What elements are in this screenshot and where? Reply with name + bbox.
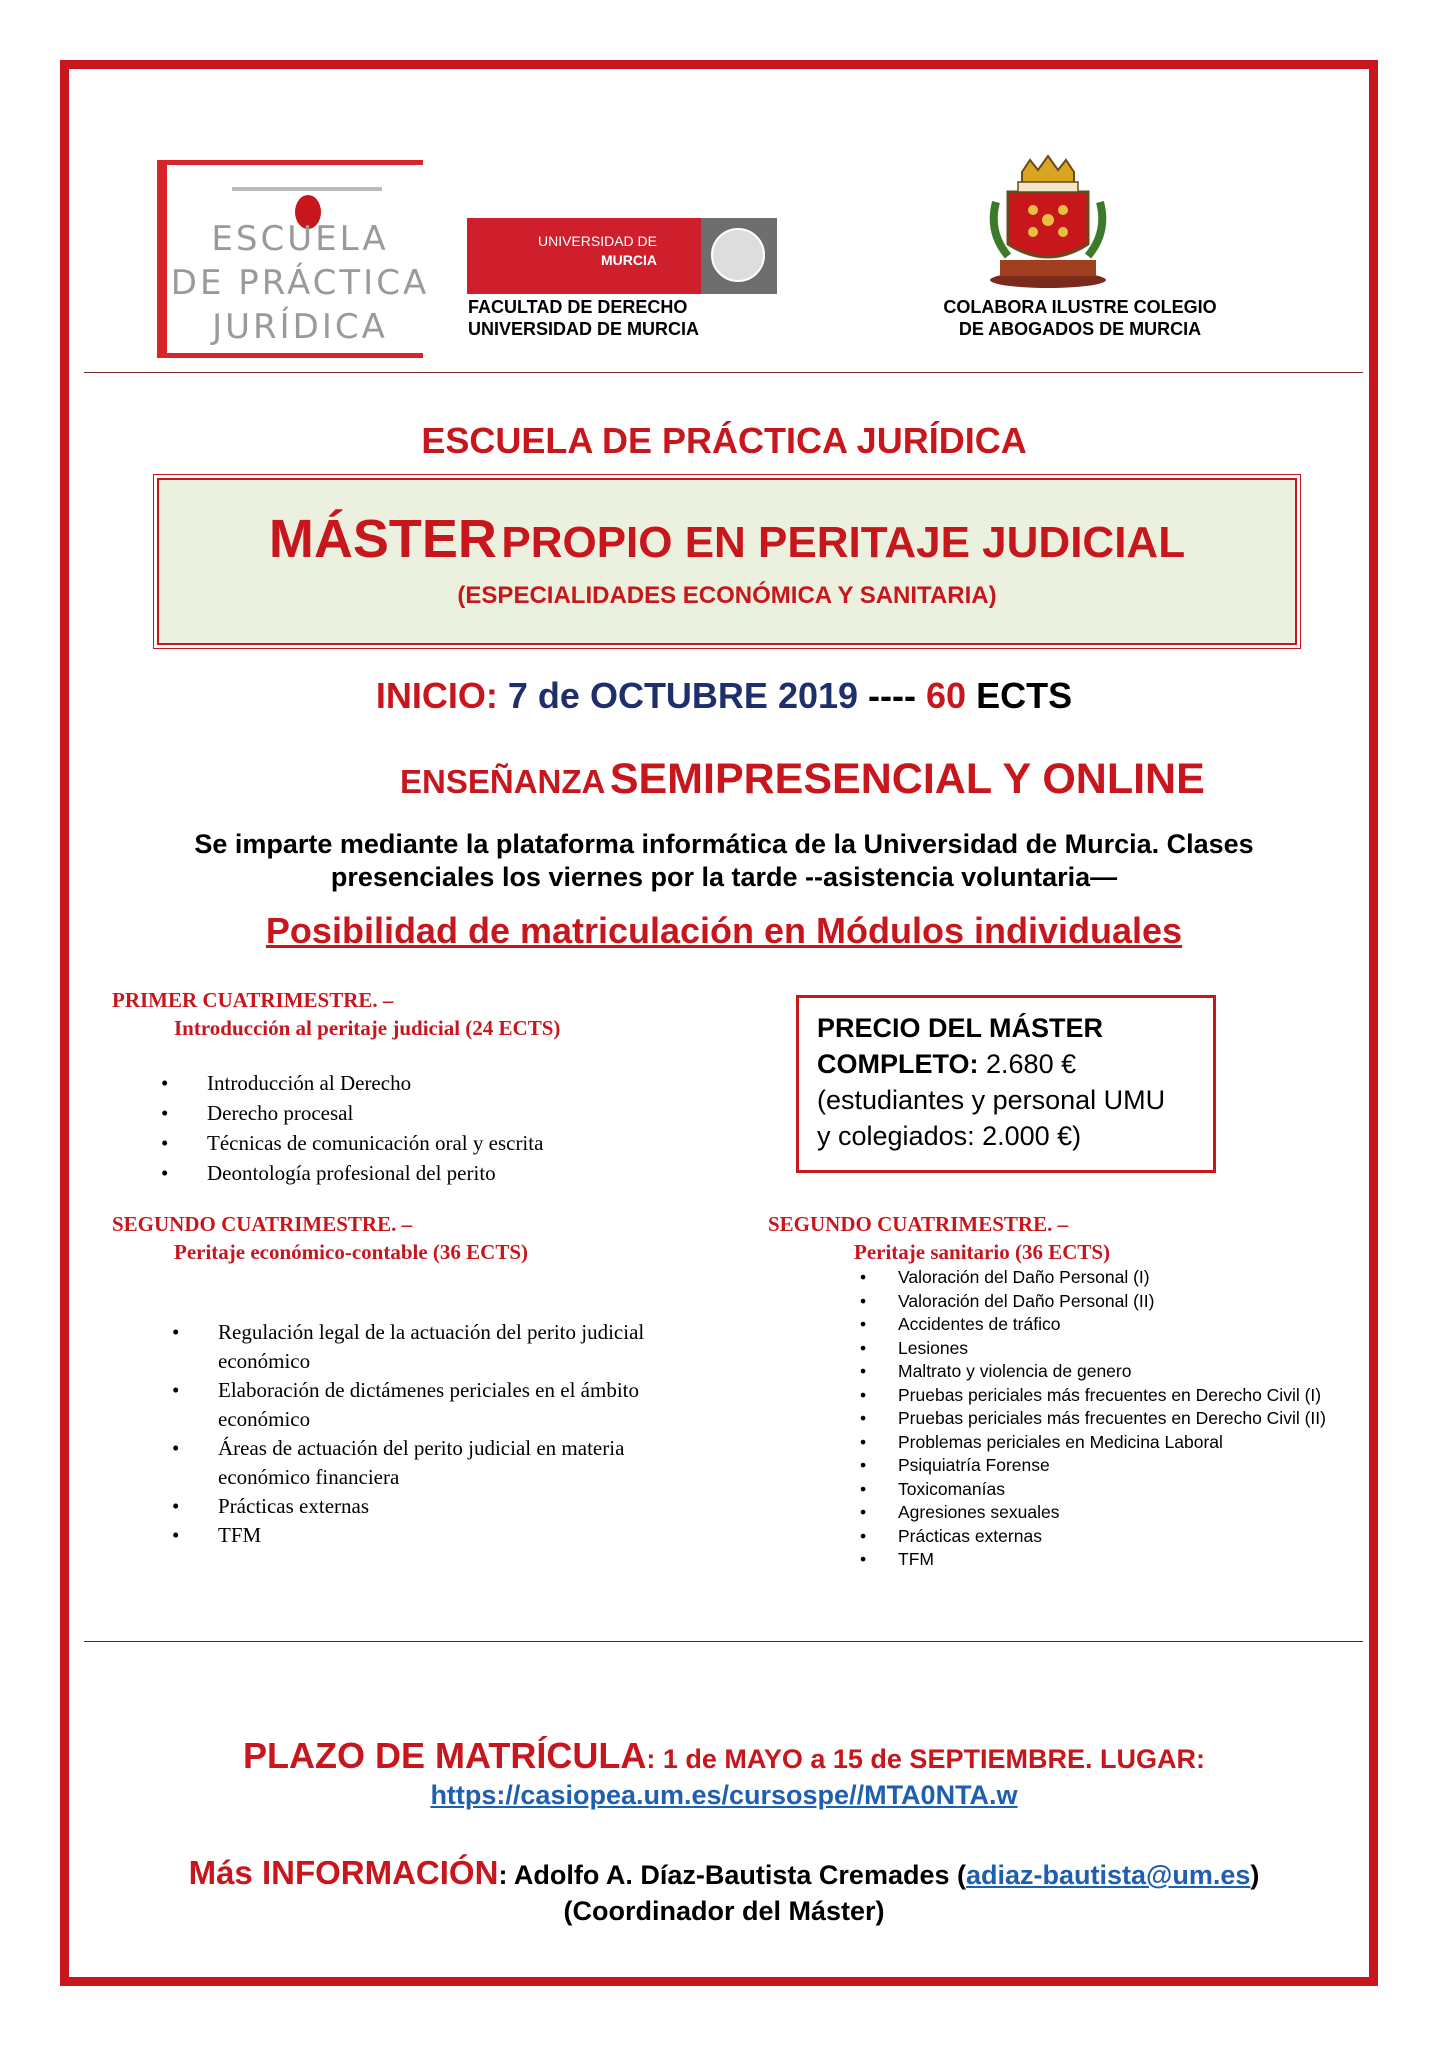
list-item: • Áreas de actuación del perito judicial en materia económico financiera	[172, 1436, 625, 1489]
teaching-mode	[400, 755, 1205, 804]
list-item: • Psiquiatría Forense	[860, 1455, 1050, 1475]
list-item: • Toxicomanías	[860, 1478, 1005, 1499]
price-label: COMPLETO:	[817, 1049, 979, 1079]
ensenanza-label: ENSEÑANZA	[400, 763, 606, 800]
inicio-credits: 60	[926, 675, 967, 716]
list-item: • Deontología profesional del perito	[161, 1161, 496, 1185]
more-info	[0, 1854, 1448, 1892]
colegio-line1: COLABORA ILUSTRE COLEGIO	[943, 297, 1217, 317]
price-box	[796, 995, 1216, 1173]
sem2-sanitary-subheading: Peritaje sanitario (36 ECTS)	[854, 1240, 1111, 1264]
sem1-list	[161, 1068, 544, 1188]
um-seal-icon	[711, 228, 765, 282]
list-item: • Valoración del Daño Personal (I)	[860, 1267, 1150, 1287]
coordinator-role: (Coordinador del Máster)	[563, 1896, 885, 1926]
list-item: • Introducción al Derecho	[161, 1071, 412, 1095]
list-item: • Agresiones sexuales	[860, 1502, 1060, 1522]
list-item: • Elaboración de dictámenes periciales en el ámbito económico	[172, 1378, 639, 1431]
list-item: • Valoración del Daño Personal (II)	[860, 1290, 1155, 1311]
logo-escuela-line3: JURÍDICA	[212, 307, 388, 347]
logo-escuela-line2: DE PRÁCTICA	[170, 263, 430, 303]
price-amount: 2.680 €	[986, 1049, 1077, 1079]
sem2-economic-subheading: Peritaje económico-contable (36 ECTS)	[174, 1240, 528, 1264]
email-link[interactable]: adiaz-bautista@um.es	[966, 1860, 1251, 1890]
info-text: : Adolfo A. Díaz-Bautista Cremades (	[498, 1860, 966, 1890]
list-item: • Prácticas externas	[172, 1494, 370, 1518]
list-item: • Accidentes de tráfico	[860, 1314, 1061, 1334]
list-item: • Pruebas periciales más frecuentes en Derecho Civil (II)	[860, 1408, 1326, 1428]
master-title	[157, 508, 1297, 570]
inicio-date: 7 de OCTUBRE 2019	[507, 675, 859, 716]
sem2-economic-heading: SEGUNDO CUATRIMESTRE. –	[112, 1212, 413, 1236]
list-item: • Derecho procesal	[161, 1101, 354, 1125]
colegio-abogados-crest-icon	[978, 152, 1118, 290]
facultad-caption	[468, 296, 728, 340]
platform-line1: Se imparte mediante la plataforma informática de la Universidad de Murcia. Clases	[194, 829, 1254, 859]
inicio-label: INICIO:	[375, 675, 498, 716]
sem2-sanitary-heading: SEGUNDO CUATRIMESTRE. –	[768, 1212, 1069, 1236]
sem2-sanitary-list	[860, 1266, 1358, 1572]
ensenanza-mode: SEMIPRESENCIAL Y ONLINE	[609, 755, 1205, 803]
footer-divider	[84, 1641, 1363, 1642]
platform-description	[140, 828, 1308, 894]
list-item: • TFM	[172, 1523, 262, 1547]
list-item: • Lesiones	[860, 1337, 969, 1358]
universidad-murcia-logo	[467, 218, 777, 294]
plazo-label: PLAZO DE MATRÍCULA	[243, 1735, 647, 1776]
facultad-line1: FACULTAD DE DERECHO	[468, 297, 688, 317]
platform-line2: presenciales los viernes por la tarde --asistencia voluntaria—	[330, 862, 1118, 892]
enrollment-period	[0, 1735, 1448, 1777]
modules-note: Posibilidad de matriculación en Módulos individuales	[265, 910, 1183, 951]
info-close-paren: )	[1250, 1860, 1260, 1890]
facultad-line2: UNIVERSIDAD DE MURCIA	[468, 319, 700, 339]
school-title: ESCUELA DE PRÁCTICA JURÍDICA	[421, 420, 1027, 461]
colegio-line2: DE ABOGADOS DE MURCIA	[958, 319, 1202, 339]
escuela-practica-juridica-logo	[157, 160, 430, 358]
inicio-unit: ECTS	[976, 675, 1073, 716]
list-item: • Regulación legal de la actuación del perito judicial económico	[172, 1320, 645, 1373]
price-line4: y colegiados: 2.000 €)	[817, 1121, 1082, 1151]
start-date-line	[0, 675, 1448, 717]
header-divider	[84, 372, 1363, 373]
list-item: • Maltrato y violencia de genero	[860, 1361, 1132, 1381]
sem2-economic-list	[172, 1318, 658, 1550]
sem1-heading: PRIMER CUATRIMESTRE. –	[112, 988, 394, 1012]
list-item: • Problemas periciales en Medicina Laboral	[860, 1431, 1223, 1452]
price-line1: PRECIO DEL MÁSTER	[817, 1013, 1104, 1043]
info-label: Más INFORMACIÓN	[188, 1854, 499, 1891]
list-item: • Prácticas externas	[860, 1525, 1042, 1546]
colegio-caption	[900, 296, 1260, 340]
master-title-rest: PROPIO EN PERITAJE JUDICIAL	[501, 518, 1186, 567]
inicio-separator: ----	[868, 675, 916, 716]
master-title-big: MÁSTER	[268, 509, 497, 569]
list-item: • TFM	[860, 1549, 934, 1569]
logo-escuela-line1: ESCUELA	[211, 219, 389, 259]
list-item: • Técnicas de comunicación oral y escrita	[161, 1131, 544, 1155]
logo-um-line1: UNIVERSIDAD DE	[537, 233, 657, 249]
master-subtitle: (ESPECIALIDADES ECONÓMICA Y SANITARIA)	[457, 582, 997, 609]
enrollment-link[interactable]: https://casiopea.um.es/cursospe//MTA0NTA.w	[430, 1780, 1018, 1810]
plazo-text: : 1 de MAYO a 15 de SEPTIEMBRE. LUGAR:	[646, 1744, 1205, 1774]
sem1-subheading: Introducción al peritaje judicial (24 ECTS)	[174, 1016, 561, 1040]
price-line3: (estudiantes y personal UMU	[817, 1085, 1166, 1115]
logo-um-line2: MURCIA	[601, 252, 657, 268]
list-item: • Pruebas periciales más frecuentes en Derecho Civil (I)	[860, 1384, 1322, 1405]
